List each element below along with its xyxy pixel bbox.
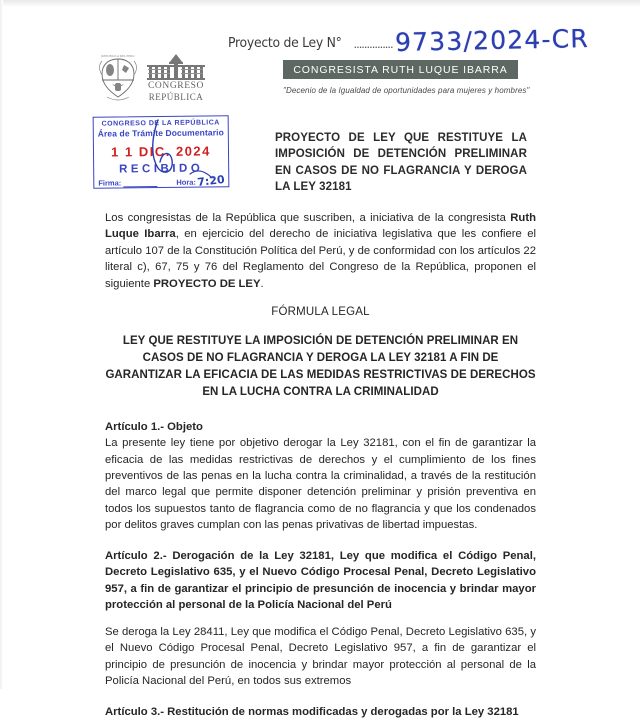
- formula-legal-heading: FÓRMULA LEGAL: [271, 306, 370, 319]
- stamp-firma-rule: [123, 179, 157, 187]
- articulo-3-heading: Artículo 3.- Restitución de normas modificadas y derogadas por la Ley 32181: [105, 705, 519, 718]
- stamp-subheading: Área de Trámite Documentario: [97, 127, 224, 139]
- intro-proyecto-de-ley: PROYECTO DE LEY: [153, 277, 261, 290]
- stamp-hora-label: Hora:: [176, 177, 196, 187]
- stamp-heading: CONGRESO DE LA REPÚBLICA: [101, 119, 220, 128]
- congress-building-icon: [145, 54, 207, 81]
- project-number-dotted-rule: ...............: [353, 36, 393, 51]
- decade-motto: "Decenio de la Igualdad de oportunidades para mujeres y hombres": [283, 86, 530, 95]
- intro-part-1: Los congresistas de la República que suscriben, a iniciativa de la congresista: [105, 212, 511, 224]
- stamp-hora-field: [176, 172, 225, 190]
- stamp-firma-label: Firma:: [98, 178, 122, 188]
- stamp-date: 1 1 DIC. 2024: [111, 143, 211, 160]
- congress-logo: [145, 54, 207, 102]
- articulo-1-body: La presente ley tiene por objetivo derogar la Ley 32181, con el fin de garantizar la eficacia de las medidas restrictivas de derechos y el cumplimiento de los fines preventivos de las penas en la lucha contra la criminalidad, a través de la restitución del marco legal que permite disponer detención preliminar y prisión preventiva en todos los supuestos tanto de flagrancia como de no flagrancia y que los condenados por delitos graves cumplan con las penas privativas de libertad impuestas.: [105, 437, 536, 532]
- intro-part-2: , en ejercicio del derecho de iniciativa legislativa que les confiere el artículo 107 de la Constitución Política del Perú, y de conformidad con los artículos 22 literal c), 67, 75 y 76 del Reglamento del Congreso de la República, proponen el siguiente: [105, 228, 537, 290]
- stamp-hora-handwritten-value: 7:20: [196, 172, 225, 190]
- stamp-firma-field: [98, 178, 157, 188]
- articulo-1-heading: Artículo 1.- Objeto: [105, 420, 203, 433]
- page-title: PROYECTO DE LEY QUE RESTITUYE LA IMPOSICIÓN DE DETENCIÓN PRELIMINAR EN CASOS DE NO FLAGRANCIA Y DEROGA LA LEY 32181: [275, 132, 527, 193]
- stamp-received-label: RECIBIDO: [118, 162, 204, 176]
- svg-text:REPUBLICA DEL PERU: REPUBLICA DEL PERU: [101, 54, 135, 58]
- intro-part-3: .: [260, 277, 264, 290]
- scan-edge-shading-left: [0, 0, 3, 689]
- articulo-2-body: Se deroga la Ley 28411, Ley que modifica el Código Penal, Decreto Legislativo 635, y el Nuevo Código Procesal Penal, Decreto Legislativo 957, a fin de garantizar el principio de presunción de inocencia y brindar mayor protección al personal de la Policía Nacional del Perú, en todos sus extremos: [105, 625, 536, 688]
- intro-paragraph: [105, 210, 536, 292]
- peru-coat-of-arms-icon: [95, 53, 141, 103]
- congresista-banner-text: CONGRESISTA RUTH LUQUE IBARRA: [293, 63, 508, 76]
- legal-title: LEY QUE RESTITUYE LA IMPOSICIÓN DE DETENCIÓN PRELIMINAR EN CASOS DE NO FLAGRANCIA Y DEROGA LA LEY 32181 A FIN DE GARANTIZAR LA EFICACIA DE LAS MEDIDAS RESTRICTIVAS DE DERECHOS EN LA LUCHA CONTRA LA CRIMINALIDAD: [105, 335, 536, 398]
- republica-wordmark: REPÚBLICA: [148, 91, 204, 102]
- letterhead: [95, 52, 210, 104]
- project-number-line: [228, 23, 589, 58]
- articulo-2-heading: Artículo 2.- Derogación de la Ley 32181, Ley que modifica el Código Penal, Decreto Legislativo 635, y el Nuevo Código Procesal Penal, Decreto Legislativo 957, a fin de garantizar el principio de presunción de inocencia y brindar mayor protección al personal de la Policía Nacional del Perú: [105, 549, 536, 612]
- scan-edge-shading-top: [0, 0, 640, 7]
- congresista-banner: [283, 60, 518, 79]
- intro-congresista-name: Ruth Luque Ibarra: [105, 212, 536, 241]
- spacer: [105, 614, 536, 624]
- project-number-handwritten-value: 9733/2024-CR: [394, 23, 589, 58]
- congreso-wordmark: CONGRESO: [147, 81, 204, 92]
- stamp-footer: [94, 172, 228, 190]
- reception-stamp: [93, 115, 230, 188]
- project-number-label: Proyecto de Ley N°: [228, 35, 342, 51]
- document-body: [105, 210, 536, 720]
